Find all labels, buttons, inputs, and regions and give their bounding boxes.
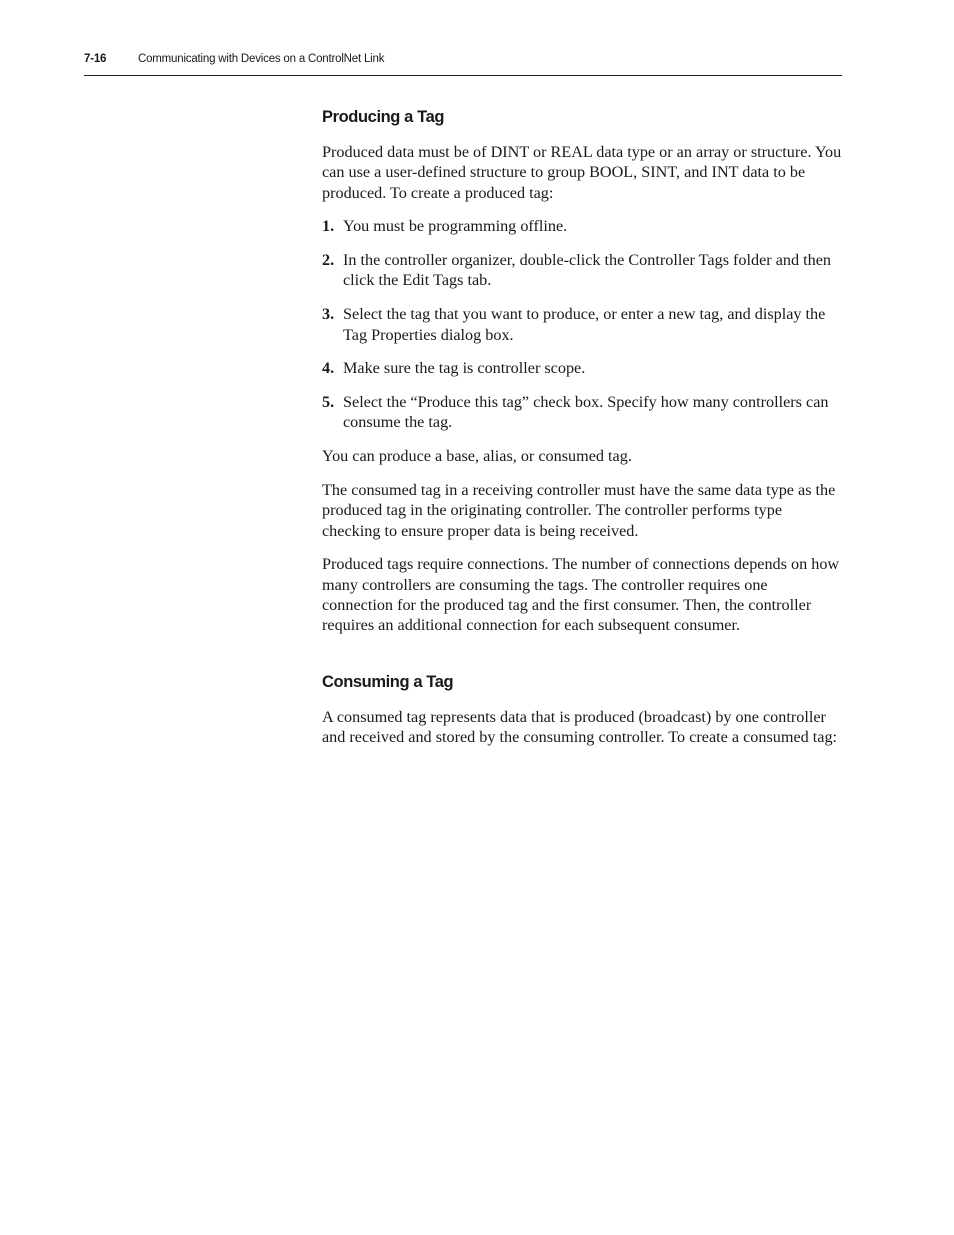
consumed-type-paragraph: The consumed tag in a receiving controller must have the same data type as the produced tag in the originating controller. The controller performs type checking to ensure proper data is being received. xyxy=(322,481,836,540)
step-3 xyxy=(322,304,842,345)
step-number: 3. xyxy=(322,305,335,324)
step-2 xyxy=(322,250,842,291)
step-number: 4. xyxy=(322,359,335,378)
step-text: Select the tag that you want to produce, or enter a new tag, and display the Tag Properties dialog box. xyxy=(343,305,826,344)
consuming-intro-paragraph: A consumed tag represents data that is produced (broadcast) by one controller and received and stored by the consuming controller. To create a consumed tag: xyxy=(322,707,838,746)
step-text: Make sure the tag is controller scope. xyxy=(343,359,586,378)
step-number: 5. xyxy=(322,393,335,412)
step-text: You must be programming offline. xyxy=(343,217,568,236)
step-1 xyxy=(322,216,842,236)
page-header xyxy=(84,53,842,76)
page-number: 7-16 xyxy=(84,53,107,65)
step-text: In the controller organizer, double-click the Controller Tags folder and then click the Edit Tags tab. xyxy=(343,251,832,290)
producing-intro-paragraph: Produced data must be of DINT or REAL data type or an array or structure. You can use a user-defined structure to group BOOL, SINT, and INT data to be produced. To create a produced tag: xyxy=(322,143,842,202)
step-text: Select the “Produce this tag” check box. Specify how many controllers can consume the tag. xyxy=(343,393,829,432)
section-heading-consuming: Consuming a Tag xyxy=(322,672,454,691)
running-title: Communicating with Devices on a ControlNet Link xyxy=(138,53,385,65)
page-content xyxy=(322,107,842,761)
step-number: 1. xyxy=(322,217,335,236)
step-5 xyxy=(322,392,842,433)
produce-steps-list xyxy=(322,216,842,432)
step-number: 2. xyxy=(322,251,335,270)
produce-types-paragraph: You can produce a base, alias, or consumed tag. xyxy=(322,447,632,466)
step-4 xyxy=(322,358,842,378)
connections-paragraph: Produced tags require connections. The number of connections depends on how many controllers are consuming the tags. The controller requires one connection for the produced tag and the first consumer. Then, the controller requires an additional connection for each subsequent consumer. xyxy=(322,555,840,635)
section-heading-producing: Producing a Tag xyxy=(322,108,445,126)
